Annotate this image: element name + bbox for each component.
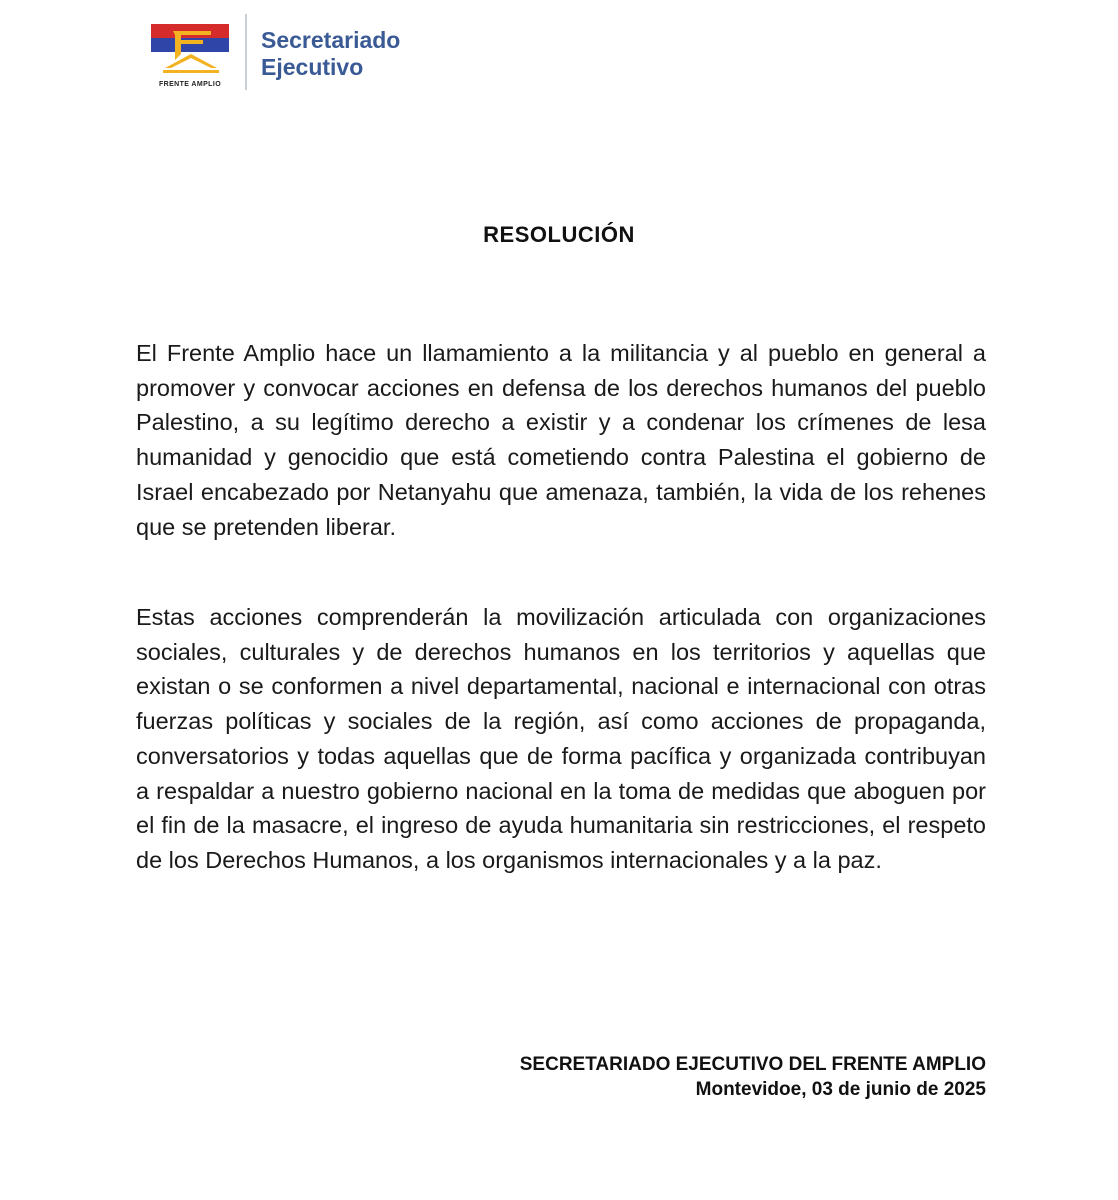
- letterhead: [151, 14, 400, 90]
- signature-organization: SECRETARIADO EJECUTIVO DEL FRENTE AMPLIO: [519, 1054, 986, 1075]
- paragraph-1: El Frente Amplio hace un llamamiento a la militancia y al pueblo en general a promover y convocar acciones en defensa de los derechos humanos del pueblo Palestino, a su legítimo derecho a existir y a condenar los crímenes de lesa humanidad y genocidio que está cometiendo contra Palestina el gobierno de Israel encabezado por Netanyahu que amenaza, también, la vida de los rehenes que se pretenden liberar.: [136, 340, 986, 540]
- signature-block: [520, 1052, 986, 1102]
- flag-white-band: [151, 52, 229, 66]
- emblem-base-bar: [163, 70, 219, 73]
- flag-emblem-icon: [151, 24, 231, 80]
- frente-amplio-logo: [151, 24, 231, 94]
- header-title-line1: Secretariado: [261, 27, 401, 53]
- header-divider: [245, 14, 247, 90]
- document-title: RESOLUCIÓN: [483, 222, 635, 247]
- signature-place-date: Montevidoe, 03 de junio de 2025: [695, 1079, 986, 1100]
- header-title-line2: Ejecutivo: [261, 54, 364, 80]
- header-title: [261, 27, 400, 81]
- logo-caption: FRENTE AMPLIO: [158, 81, 222, 88]
- paragraph-2: Estas acciones comprenderán la movilización articulada con organizaciones sociales, culturales y de derechos humanos en los territorios y aquellas que existan o se conformen a nivel departamental, nacional e internacional con otras fuerzas políticas y sociales de la región, así como acciones de propaganda, conversatorios y todas aquellas que de forma pacífica y organizada contribuyan a respaldar a nuestro gobierno nacional en la toma de medidas que aboguen por el fin de la masacre, el ingreso de ayuda humanitaria sin restricciones, el respeto de los Derechos Humanos, a los organismos internacionales y a la paz.: [136, 604, 986, 873]
